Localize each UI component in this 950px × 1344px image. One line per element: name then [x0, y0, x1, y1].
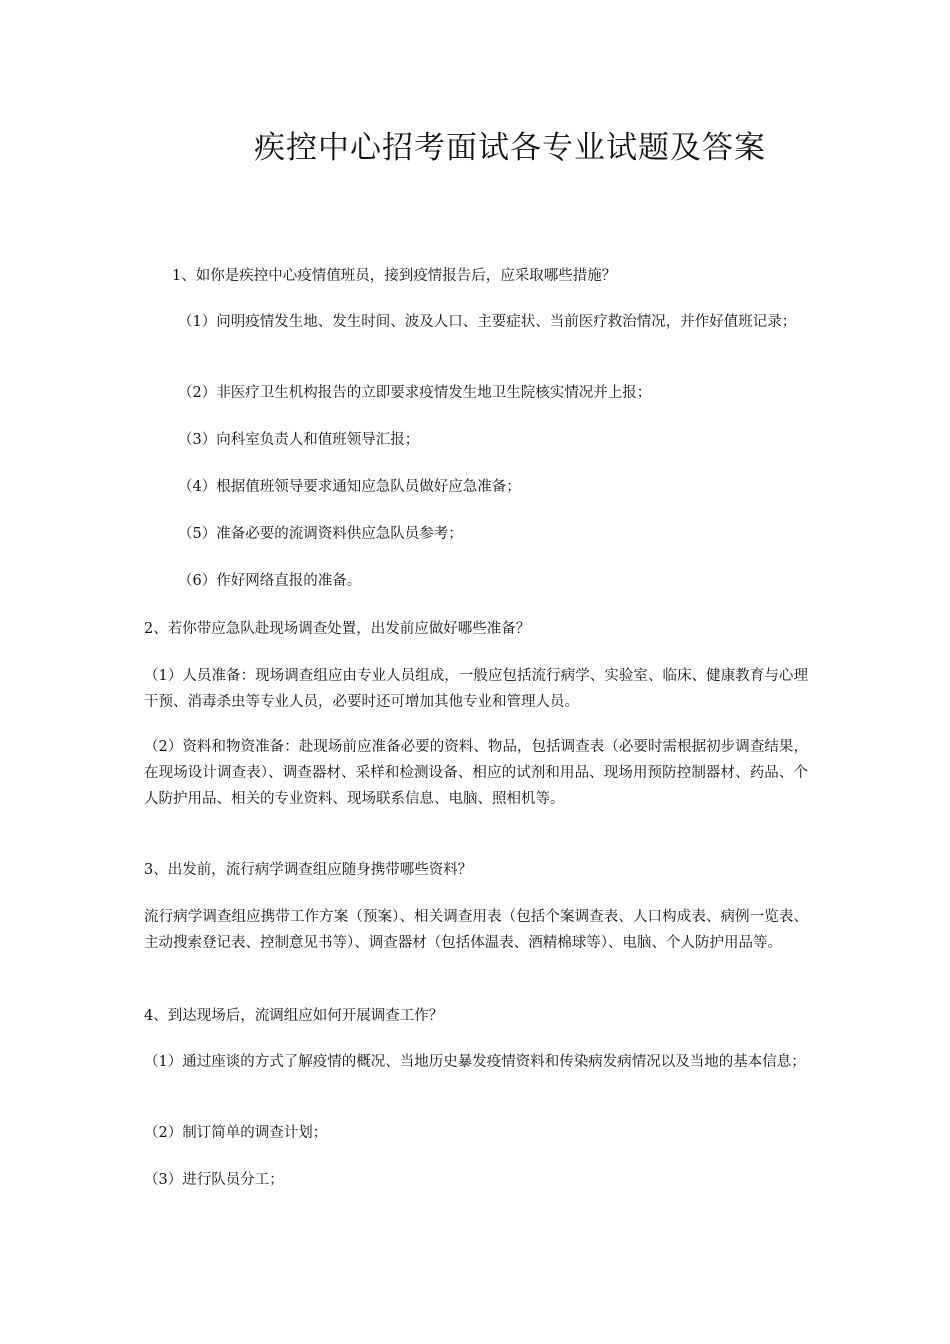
answer-3: 流行病学调查组应携带工作方案（预案）、相关调查用表（包括个案调查表、人口构成表、病例一览表、主动搜索登记表、控制意见书等）、调查器材（包括体温表、酒精棉球等）、电脑、个人防护用品等。	[144, 909, 808, 951]
question-3: 3、出发前，流行病学调查组应随身携带哪些资料？	[144, 862, 473, 878]
document-title: 疾控中心招考面试各专业试题及答案	[254, 130, 766, 166]
question-2: 2、若你带应急队赴现场调查处置，出发前应做好哪些准备？	[144, 621, 531, 637]
answer-1-item-6: （6）作好网络直报的准备。	[178, 573, 362, 589]
answer-4-item-3: （3）进行队员分工；	[144, 1172, 284, 1188]
answer-2-item-1: （1）人员准备：现场调查组应由专业人员组成，一般应包括流行病学、实验室、临床、健康教育与心理干预、消毒杀虫等专业人员，必要时还可增加其他专业和管理人员。	[144, 668, 808, 710]
answer-1-item-3: （3）向科室负责人和值班领导汇报；	[178, 432, 420, 448]
answer-1-item-4: （4）根据值班领导要求通知应急队员做好应急准备；	[178, 479, 521, 495]
question-1: 1、如你是疾控中心疫情值班员，接到疫情报告后，应采取哪些措施？	[172, 268, 617, 284]
answer-4-item-1: （1）通过座谈的方式了解疫情的概况、当地历史暴发疫情资料和传染病发病情况以及当地的基本信息；	[144, 1054, 806, 1070]
answer-4-item-2: （2）制订简单的调查计划；	[144, 1125, 328, 1141]
answer-2-item-2: （2）资料和物资准备：赴现场前应准备必要的资料、物品，包括调查表（必要时需根据初步调查结果，在现场设计调查表）、调查器材、采样和检测设备、相应的试剂和用品、现场用预防控制器材、药品、个人防护用品、相关的专业资料、现场联系信息、电脑、照相机等。	[144, 739, 808, 807]
question-4: 4、到达现场后，流调组应如何开展调查工作？	[144, 1008, 444, 1024]
answer-1-item-2: （2）非医疗卫生机构报告的立即要求疫情发生地卫生院核实情况并上报；	[178, 385, 652, 401]
answer-1-item-1: （1）问明疫情发生地、发生时间、波及人口、主要症状、当前医疗救治情况，并作好值班记录；	[178, 314, 797, 330]
answer-1-item-5: （5）准备必要的流调资料供应急队员参考；	[178, 526, 463, 542]
